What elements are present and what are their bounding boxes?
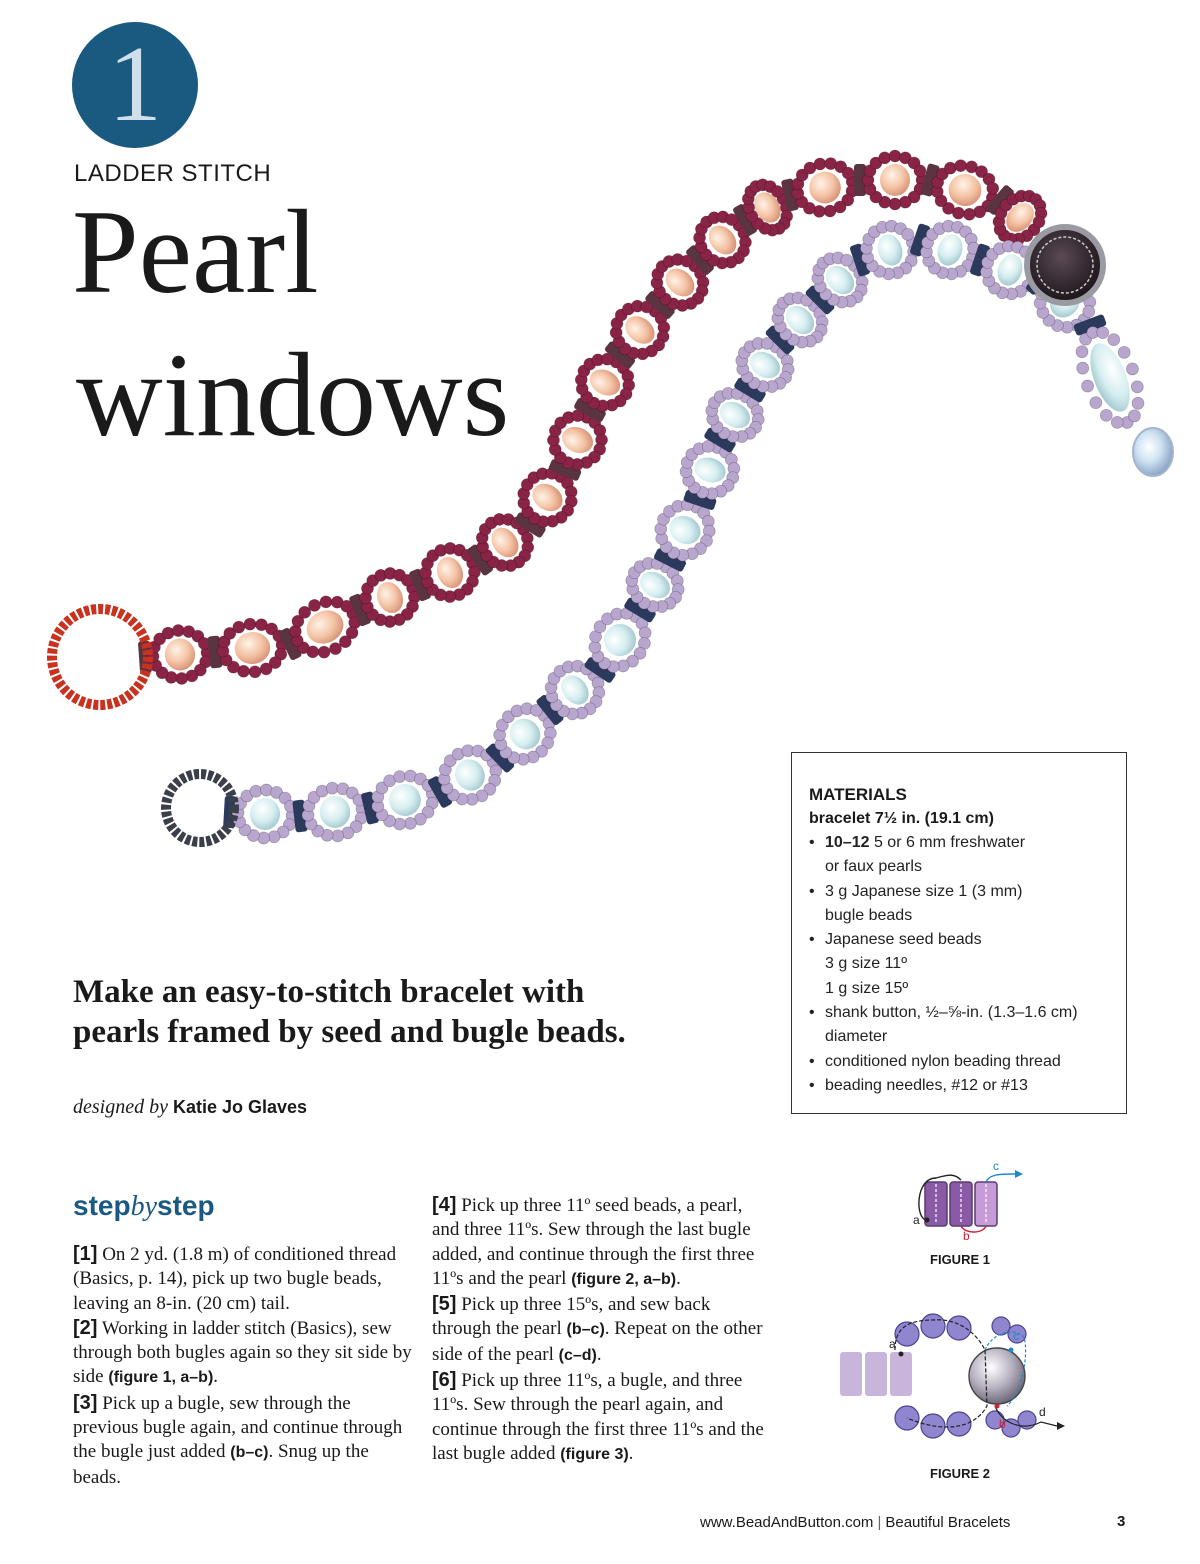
seed-bead xyxy=(824,205,836,217)
project-number-badge xyxy=(72,22,198,148)
seed-bead xyxy=(814,158,826,170)
seed-bead xyxy=(842,167,854,179)
footer-publication: Beautiful Bracelets xyxy=(885,1514,1011,1531)
figure-1-diagram xyxy=(905,1159,1025,1243)
page-number: 3 xyxy=(1117,1513,1126,1530)
seed-bead xyxy=(914,165,926,177)
seed-bead xyxy=(233,621,245,633)
seed-bead xyxy=(249,666,261,678)
seed-bead xyxy=(1076,346,1088,358)
seed-bead xyxy=(841,254,853,266)
seed-bead xyxy=(1108,334,1120,346)
intro-deck: Make an easy-to-stitch bracelet with pearls framed by seed and bugle beads. xyxy=(73,974,626,1050)
seed-bead xyxy=(987,182,999,194)
seed-bead xyxy=(1131,381,1143,393)
figure-1-caption: FIGURE 1 xyxy=(930,1252,990,1267)
seed-bead xyxy=(1097,327,1109,339)
designer-name: Katie Jo Glaves xyxy=(172,1097,308,1117)
materials-box xyxy=(791,752,1127,1114)
seed-bead xyxy=(1128,410,1140,422)
pearl xyxy=(164,637,196,671)
seed-bead xyxy=(329,643,341,655)
pearl xyxy=(880,164,910,196)
stepbystep-heading: stepbystep xyxy=(73,1190,215,1222)
seed-bead xyxy=(1090,397,1102,409)
seed-bead xyxy=(1126,363,1138,375)
seed-bead xyxy=(260,663,272,675)
technique-label: LADDER STITCH xyxy=(74,160,272,187)
pearl xyxy=(806,169,844,207)
seed-bead xyxy=(771,186,783,198)
material-item: • conditioned nylon beading thread xyxy=(809,1052,1061,1070)
svg-text:a: a xyxy=(889,1337,896,1351)
figure-2-diagram xyxy=(835,1310,1065,1460)
steps-column-2 xyxy=(432,1193,772,1467)
svg-text:b: b xyxy=(999,1417,1006,1431)
pearl xyxy=(318,794,352,829)
svg-text:c: c xyxy=(993,1159,999,1173)
seed-bead xyxy=(1083,306,1095,318)
materials-list xyxy=(809,831,1110,1098)
step-5: [5] Pick up three 15ºs, and sew back through the pearl (b–c). Repeat on the other side of the pearl (c–d). xyxy=(432,1293,763,1365)
red-loop-clasp xyxy=(52,609,148,705)
svg-text:c: c xyxy=(1013,1329,1019,1343)
svg-text:d: d xyxy=(1039,1405,1046,1419)
step-6: [6] Pick up three 11ºs, a bugle, and three 11ºs. Sew through the pearl again, and continue through the first three 11ºs and the last bugle added (figure 3). xyxy=(432,1369,764,1464)
seed-bead xyxy=(902,228,914,240)
seed-bead xyxy=(318,646,330,658)
step-2: [2] Working in ladder stitch (Basics), sew through both bugles again so they sit side by side (figure 1, a–b). xyxy=(73,1316,412,1388)
material-item: • beading needles, #12 or #13 xyxy=(809,1076,1028,1094)
step-3: [3] Pick up a bugle, sew through the previous bugle again, and continue through the bugle just added (b–c). Snug up the beads. xyxy=(73,1391,403,1488)
seed-bead xyxy=(1132,397,1144,409)
seed-bead xyxy=(394,771,406,783)
seed-bead xyxy=(1033,216,1045,228)
seed-bead xyxy=(1100,409,1112,421)
seed-bead xyxy=(1118,346,1130,358)
svg-text:b: b xyxy=(963,1229,970,1243)
dark-shank-button xyxy=(1027,227,1103,303)
materials-heading: MATERIALS xyxy=(809,785,907,804)
material-item: • 3 g Japanese size 1 (3 mm) bugle beads xyxy=(809,882,1023,924)
steps-column-1 xyxy=(73,1242,413,1490)
figure-2-caption: FIGURE 2 xyxy=(930,1466,990,1481)
gray-loop-clasp xyxy=(166,774,234,842)
material-item: • shank button, ½–⅝-in. (1.3–1.6 cm) diameter xyxy=(809,1004,1078,1046)
project-number: 1 xyxy=(108,25,162,144)
step-1: [1] On 2 yd. (1.8 m) of conditioned thread (Basics, p. 14), pick up two bugle beads, leaving an 8-in. (20 cm) tail. xyxy=(73,1243,397,1314)
pearl xyxy=(233,630,272,666)
lavender-pearl-bracelet xyxy=(223,220,1144,844)
seed-bead xyxy=(244,618,256,630)
seed-bead xyxy=(1111,416,1123,428)
seed-bead xyxy=(1082,380,1094,392)
material-item: • 10–12 5 or 6 mm freshwater or faux pearls xyxy=(809,834,1026,876)
step-4: [4] Pick up three 11º seed beads, a pearl, and three 11ºs. Sew through the last bugle added, and continue through the first three 11ºs and the pearl (figure 2, a–b). xyxy=(432,1194,755,1289)
material-item: • Japanese seed beads 3 g size 11º 1 g size 15º xyxy=(809,931,982,997)
seed-bead xyxy=(955,160,967,172)
footer-url: www.BeadAndButton.com xyxy=(700,1514,874,1531)
crystal-shank-button xyxy=(1133,428,1173,476)
seed-bead xyxy=(309,599,321,611)
seed-bead xyxy=(963,208,975,220)
pearl xyxy=(249,797,281,831)
page-title-line2: windows xyxy=(76,328,510,461)
page-title-line1: Pearl xyxy=(72,185,319,318)
seed-bead xyxy=(1077,362,1089,374)
seed-bead xyxy=(404,817,416,829)
page-footer: www.BeadAndButton.com | Beautiful Bracelets xyxy=(700,1514,1011,1531)
svg-text:a: a xyxy=(913,1213,920,1227)
materials-subheading: bracelet 7½ in. (19.1 cm) xyxy=(809,810,994,827)
seed-bead xyxy=(320,596,332,608)
designer-byline: designed by Katie Jo Glaves xyxy=(73,1096,308,1118)
